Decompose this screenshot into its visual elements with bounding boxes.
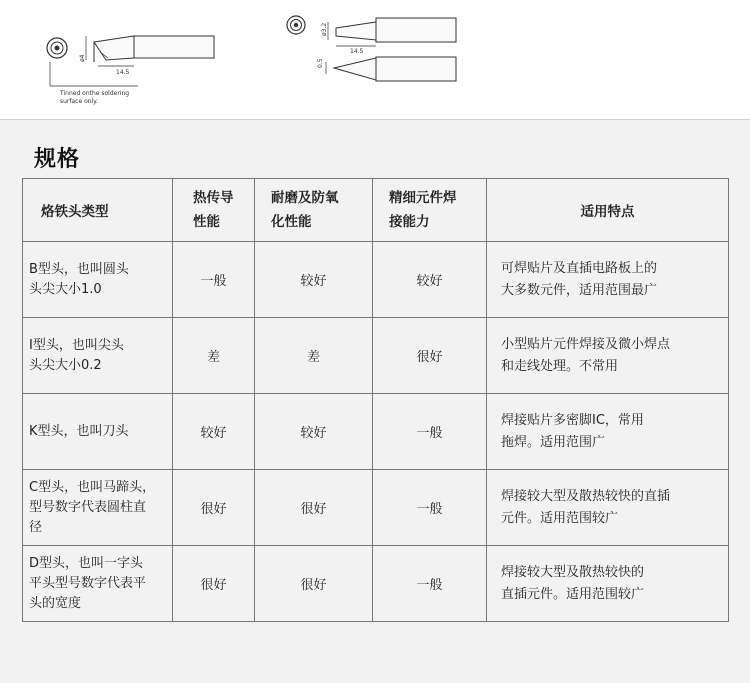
left-tip-side-view-icon	[50, 36, 214, 86]
cell-tip-type: D型头，也叫一字头 平头型号数字代表平 头的宽度	[23, 546, 173, 622]
spec-section	[0, 120, 750, 683]
left-dim-diameter: ø4	[79, 54, 86, 62]
section-heading: 规格	[34, 147, 81, 172]
cell-fine: 一般	[373, 470, 487, 546]
cell-heat: 很好	[173, 546, 255, 622]
left-dim-length: 14.5	[116, 69, 130, 76]
left-note-line1: Tinned onthe soldering	[60, 90, 130, 97]
header-wear: 耐磨及防氧 化性能	[255, 179, 373, 242]
cell-wear: 很好	[255, 546, 373, 622]
table-header-row	[23, 179, 729, 242]
cell-features: 焊接贴片多密脚IC，常用 拖焊。适用范围广	[487, 394, 729, 470]
left-end-view-icon	[47, 38, 67, 58]
cell-fine: 较好	[373, 242, 487, 318]
cell-heat: 较好	[173, 394, 255, 470]
cell-features: 小型贴片元件焊接及微小焊点 和走线处理。不常用	[487, 318, 729, 394]
cell-wear: 差	[255, 318, 373, 394]
cell-tip-type: K型头，也叫刀头	[23, 394, 173, 470]
table-row	[23, 394, 729, 470]
cell-heat: 一般	[173, 242, 255, 318]
left-note-line2: surface only.	[60, 98, 98, 105]
cell-heat: 差	[173, 318, 255, 394]
cell-fine: 一般	[373, 394, 487, 470]
cell-tip-type: B型头，也叫圆头 头尖大小1.0	[23, 242, 173, 318]
cell-features: 焊接较大型及散热较快的直插 元件。适用范围较广	[487, 470, 729, 546]
header-type: 烙铁头类型	[23, 179, 173, 242]
cell-tip-type: C型头，也叫马蹄头， 型号数字代表圆柱直 径	[23, 470, 173, 546]
cell-fine: 很好	[373, 318, 487, 394]
header-fine: 精细元件焊 接能力	[373, 179, 487, 242]
cell-tip-type: I型头，也叫尖头 头尖大小0.2	[23, 318, 173, 394]
right-dim-diameter: ø3.2	[321, 22, 328, 36]
right-end-view-icon	[287, 16, 305, 34]
right-conical-tip-icon	[326, 57, 456, 81]
tip-drawings-svg	[0, 0, 750, 120]
table-row	[23, 318, 729, 394]
right-chisel-tip-icon	[328, 18, 456, 46]
spec-table	[22, 178, 729, 622]
table-row	[23, 546, 729, 622]
cell-fine: 一般	[373, 546, 487, 622]
cell-wear: 很好	[255, 470, 373, 546]
header-heat: 热传导 性能	[173, 179, 255, 242]
right-dim-tip: 0.5	[317, 58, 324, 68]
cell-features: 可焊贴片及直插电路板上的 大多数元件，适用范围最广	[487, 242, 729, 318]
cell-wear: 较好	[255, 394, 373, 470]
tip-drawings-area	[0, 0, 750, 120]
cell-heat: 很好	[173, 470, 255, 546]
right-dim-length: 14.5	[350, 48, 364, 55]
header-features: 适用特点	[487, 179, 729, 242]
cell-features: 焊接较大型及散热较快的 直插元件。适用范围较广	[487, 546, 729, 622]
cell-wear: 较好	[255, 242, 373, 318]
table-row	[23, 470, 729, 546]
table-row	[23, 242, 729, 318]
